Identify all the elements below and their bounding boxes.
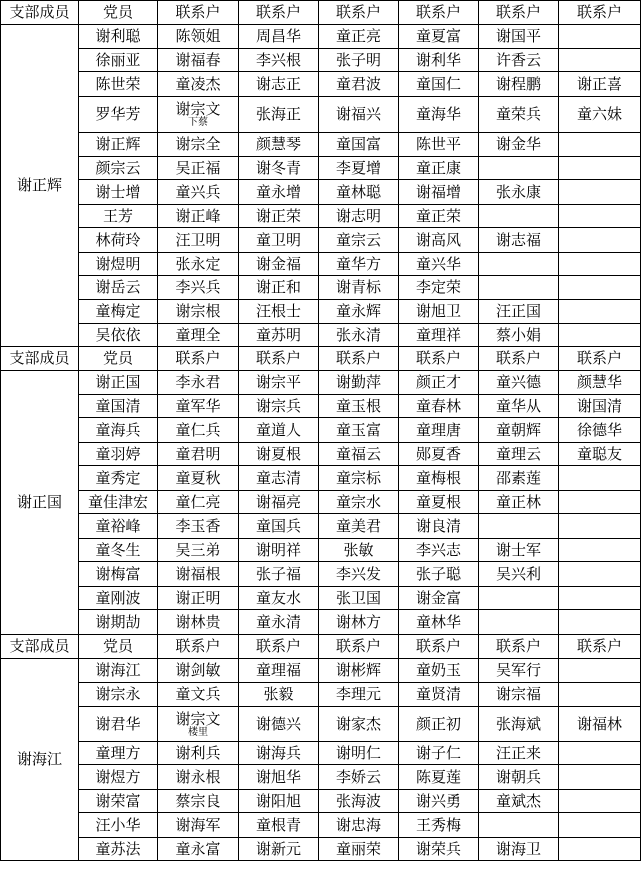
contact-household-cell	[559, 133, 641, 157]
contact-household-cell: 童理全	[158, 324, 239, 347]
header-party-member: 党员	[79, 347, 158, 371]
contact-household-cell: 谢国平	[479, 25, 559, 49]
contact-household-cell: 谢宗兵	[239, 395, 319, 418]
party-member-cell: 谢梅富	[79, 562, 158, 587]
contact-household-cell: 童夏秋	[158, 466, 239, 491]
contact-household-cell	[158, 97, 239, 133]
table-row	[1, 276, 641, 300]
contact-household-cell: 谢福春	[158, 49, 239, 72]
contact-household-cell: 童华方	[319, 253, 399, 276]
contact-household-cell: 谢宗福	[479, 683, 559, 707]
header-contact-household: 联系户	[158, 1, 239, 25]
contact-household-cell	[479, 813, 559, 838]
header-contact-household: 联系户	[158, 635, 239, 659]
table-row	[1, 228, 641, 253]
contact-household-cell: 谢家杰	[319, 707, 399, 742]
header-contact-household: 联系户	[559, 635, 641, 659]
contact-household-cell: 童凌杰	[158, 72, 239, 97]
contact-household-cell: 李兴发	[319, 562, 399, 587]
contact-household-cell	[559, 25, 641, 49]
header-contact-household: 联系户	[559, 1, 641, 25]
contact-household-cell: 张海波	[319, 790, 399, 813]
contact-household-cell	[559, 610, 641, 635]
contact-household-cell: 童兴华	[399, 253, 479, 276]
contact-household-cell: 童贤清	[399, 683, 479, 707]
table-row	[1, 395, 641, 418]
contact-household-cell: 谢子仁	[399, 742, 479, 765]
contact-household-cell: 陈领姐	[158, 25, 239, 49]
contact-household-cell	[559, 813, 641, 838]
branch-leader-cell: 谢正国	[1, 371, 79, 635]
party-member-cell: 谢正国	[79, 371, 158, 395]
contact-household-cell: 张海正	[239, 97, 319, 133]
contact-household-cell: 童志清	[239, 466, 319, 491]
contact-household-cell: 李兴兵	[158, 276, 239, 300]
contact-household-cell: 李兴根	[239, 49, 319, 72]
party-member-cell: 谢期劼	[79, 610, 158, 635]
contact-household-cell: 吴兴利	[479, 562, 559, 587]
contact-household-cell: 童军华	[158, 395, 239, 418]
contact-household-cell	[559, 539, 641, 562]
contact-household-cell: 徐德华	[559, 418, 641, 443]
party-member-cell: 谢君华	[79, 707, 158, 742]
party-member-cell: 谢士增	[79, 180, 158, 205]
contact-household-cell: 吴正福	[158, 157, 239, 180]
table-row	[1, 813, 641, 838]
contact-household-cell: 王秀梅	[399, 813, 479, 838]
contact-household-cell	[479, 253, 559, 276]
header-contact-household: 联系户	[479, 347, 559, 371]
branch-leader-cell: 谢海江	[1, 659, 79, 861]
contact-household-cell: 谢福兴	[319, 97, 399, 133]
party-member-cell: 谢煜方	[79, 765, 158, 790]
contact-household-cell: 谢旭华	[239, 765, 319, 790]
contact-household-cell: 童聪友	[559, 443, 641, 466]
party-member-cell: 吴依依	[79, 324, 158, 347]
contact-household-cell	[559, 228, 641, 253]
header-contact-household: 联系户	[239, 347, 319, 371]
contact-household-cell: 童海华	[399, 97, 479, 133]
header-party-member: 党员	[79, 635, 158, 659]
party-member-cell: 林荷玲	[79, 228, 158, 253]
contact-household-cell: 颜正才	[399, 371, 479, 395]
contact-household-cell: 童正林	[479, 491, 559, 514]
contact-household-cell	[559, 562, 641, 587]
contact-household-cell: 谢海军	[158, 813, 239, 838]
header-contact-household: 联系户	[319, 635, 399, 659]
header-contact-household: 联系户	[319, 1, 399, 25]
contact-household-cell: 谢利兵	[158, 742, 239, 765]
contact-household-cell: 童六妹	[559, 97, 641, 133]
contact-household-cell: 张敏	[319, 539, 399, 562]
party-member-cell: 童佳津宏	[79, 491, 158, 514]
contact-household-cell: 张永定	[158, 253, 239, 276]
contact-household-cell: 谢永根	[158, 765, 239, 790]
contact-household-cell: 谢士军	[479, 539, 559, 562]
contact-household-cell: 谢正和	[239, 276, 319, 300]
contact-household-cell: 童福云	[319, 443, 399, 466]
contact-household-cell: 谢金富	[399, 587, 479, 610]
table-row	[1, 418, 641, 443]
section-header-row	[1, 635, 641, 659]
contact-household-cell: 张永清	[319, 324, 399, 347]
contact-household-cell: 谢荣兵	[399, 838, 479, 861]
contact-household-cell: 童理唐	[399, 418, 479, 443]
party-member-cell: 谢岳云	[79, 276, 158, 300]
contact-household-cell: 童玉根	[319, 395, 399, 418]
contact-household-cell: 童道人	[239, 418, 319, 443]
contact-household-cell: 谢朝兵	[479, 765, 559, 790]
contact-household-cell: 童理祥	[399, 324, 479, 347]
contact-household-cell: 谢正峰	[158, 205, 239, 228]
contact-household-cell: 童兴德	[479, 371, 559, 395]
contact-household-cell: 谢正喜	[559, 72, 641, 97]
contact-household-cell: 童国仁	[399, 72, 479, 97]
header-contact-household: 联系户	[239, 1, 319, 25]
contact-household-cell: 谢福亮	[239, 491, 319, 514]
party-member-cell: 王芳	[79, 205, 158, 228]
contact-household-cell: 颜正初	[399, 707, 479, 742]
contact-household-cell: 汪正国	[479, 300, 559, 324]
contact-household-cell: 童苏明	[239, 324, 319, 347]
header-contact-household: 联系户	[158, 347, 239, 371]
table-row	[1, 610, 641, 635]
contact-household-cell: 颜慧琴	[239, 133, 319, 157]
header-contact-household: 联系户	[399, 635, 479, 659]
party-member-cell: 罗华芳	[79, 97, 158, 133]
party-member-cell: 童海兵	[79, 418, 158, 443]
contact-household-cell: 谢福增	[399, 180, 479, 205]
contact-household-cell: 谢勤萍	[319, 371, 399, 395]
contact-household-cell: 谢金华	[479, 133, 559, 157]
contact-household-cell: 汪卫明	[158, 228, 239, 253]
contact-household-cell	[559, 838, 641, 861]
contact-household-cell: 童文兵	[158, 683, 239, 707]
party-member-cell: 谢荣富	[79, 790, 158, 813]
header-party-member: 党员	[79, 1, 158, 25]
contact-household-cell	[559, 587, 641, 610]
contact-household-cell	[559, 180, 641, 205]
contact-household-cell: 谢志福	[479, 228, 559, 253]
contact-household-cell: 张子明	[319, 49, 399, 72]
contact-household-cell: 谢良清	[399, 514, 479, 539]
contact-household-cell: 谢青标	[319, 276, 399, 300]
contact-household-cell	[559, 253, 641, 276]
contact-household-cell: 童根青	[239, 813, 319, 838]
party-member-cell: 童苏法	[79, 838, 158, 861]
header-contact-household: 联系户	[479, 635, 559, 659]
contact-household-cell: 谢福根	[158, 562, 239, 587]
contact-household-cell	[559, 49, 641, 72]
contact-household-cell: 童理云	[479, 443, 559, 466]
contact-household-cell: 谢德兴	[239, 707, 319, 742]
contact-household-cell: 汪根士	[239, 300, 319, 324]
header-branch-member: 支部成员	[1, 635, 79, 659]
table-row	[1, 133, 641, 157]
contact-household-cell: 谢海兵	[239, 742, 319, 765]
contact-household-cell: 谢海卫	[479, 838, 559, 861]
table-row	[1, 324, 641, 347]
contact-household-cell: 童永富	[158, 838, 239, 861]
header-contact-household: 联系户	[399, 1, 479, 25]
contact-household-cell: 张永康	[479, 180, 559, 205]
contact-household-cell	[158, 707, 239, 742]
table-row	[1, 742, 641, 765]
contact-household-cell: 谢剑敏	[158, 659, 239, 683]
party-member-cell: 徐丽亚	[79, 49, 158, 72]
party-member-cell: 童裕峰	[79, 514, 158, 539]
roster-body	[1, 1, 641, 861]
table-row	[1, 466, 641, 491]
party-member-cell: 谢利聪	[79, 25, 158, 49]
contact-household-cell: 李玉香	[158, 514, 239, 539]
contact-household-cell: 童丽荣	[319, 838, 399, 861]
contact-household-cell: 谢旭卫	[399, 300, 479, 324]
contact-name: 谢宗文	[175, 709, 221, 728]
contact-household-cell	[559, 742, 641, 765]
contact-household-cell: 童林聪	[319, 180, 399, 205]
section-header-row	[1, 1, 641, 25]
contact-household-cell: 童国兵	[239, 514, 319, 539]
contact-household-cell: 陈夏莲	[399, 765, 479, 790]
contact-household-cell: 童永清	[239, 610, 319, 635]
contact-household-cell: 李兴志	[399, 539, 479, 562]
contact-household-cell: 童春林	[399, 395, 479, 418]
contact-household-cell: 谢彬辉	[319, 659, 399, 683]
contact-household-cell: 蔡小娟	[479, 324, 559, 347]
contact-household-cell: 童兴兵	[158, 180, 239, 205]
party-member-cell: 童理方	[79, 742, 158, 765]
contact-household-cell: 童玉富	[319, 418, 399, 443]
contact-household-cell: 邵素莲	[479, 466, 559, 491]
table-row	[1, 765, 641, 790]
contact-household-cell: 郧夏香	[399, 443, 479, 466]
contact-household-cell: 童正亮	[319, 25, 399, 49]
contact-household-cell: 谢宗全	[158, 133, 239, 157]
party-member-cell: 童冬生	[79, 539, 158, 562]
contact-household-cell: 谢正明	[158, 587, 239, 610]
table-row	[1, 157, 641, 180]
contact-household-cell	[559, 466, 641, 491]
table-row	[1, 49, 641, 72]
contact-household-cell: 李定荣	[399, 276, 479, 300]
contact-household-cell: 童君明	[158, 443, 239, 466]
party-member-cell: 汪小华	[79, 813, 158, 838]
contact-household-cell: 谢高风	[399, 228, 479, 253]
contact-household-cell: 吴三弟	[158, 539, 239, 562]
contact-household-cell: 童仁亮	[158, 491, 239, 514]
contact-household-cell	[559, 324, 641, 347]
contact-household-cell: 谢福林	[559, 707, 641, 742]
contact-household-cell: 童夏富	[399, 25, 479, 49]
table-row	[1, 562, 641, 587]
party-member-cell: 童国清	[79, 395, 158, 418]
contact-household-cell	[479, 514, 559, 539]
contact-household-cell: 童永增	[239, 180, 319, 205]
contact-household-cell: 张卫国	[319, 587, 399, 610]
contact-household-cell: 童国富	[319, 133, 399, 157]
contact-household-cell: 童宗标	[319, 466, 399, 491]
contact-household-cell: 谢金福	[239, 253, 319, 276]
table-row	[1, 587, 641, 610]
table-row	[1, 491, 641, 514]
party-member-cell: 童梅定	[79, 300, 158, 324]
contact-household-cell: 吴军行	[479, 659, 559, 683]
contact-household-cell: 周昌华	[239, 25, 319, 49]
table-row	[1, 205, 641, 228]
table-row	[1, 514, 641, 539]
header-branch-member: 支部成员	[1, 1, 79, 25]
table-row	[1, 659, 641, 683]
contact-household-cell	[479, 610, 559, 635]
contact-household-cell: 童友水	[239, 587, 319, 610]
party-member-cell: 谢海江	[79, 659, 158, 683]
contact-household-cell	[479, 276, 559, 300]
contact-household-cell: 童奶玉	[399, 659, 479, 683]
contact-household-cell: 谢明祥	[239, 539, 319, 562]
contact-location-note: 下蔡	[188, 117, 208, 128]
table-row	[1, 97, 641, 133]
contact-household-cell: 童梅根	[399, 466, 479, 491]
contact-household-cell: 童斌杰	[479, 790, 559, 813]
party-member-cell: 谢正辉	[79, 133, 158, 157]
party-member-cell: 童羽婷	[79, 443, 158, 466]
contact-household-cell: 童宗水	[319, 491, 399, 514]
table-row	[1, 180, 641, 205]
contact-household-cell	[559, 157, 641, 180]
contact-household-cell: 童仁兵	[158, 418, 239, 443]
contact-household-cell: 童永辉	[319, 300, 399, 324]
contact-household-cell: 谢国清	[559, 395, 641, 418]
contact-household-cell: 谢宗平	[239, 371, 319, 395]
contact-household-cell: 张子福	[239, 562, 319, 587]
contact-household-cell: 童宗云	[319, 228, 399, 253]
contact-household-cell: 谢志正	[239, 72, 319, 97]
table-row	[1, 683, 641, 707]
contact-household-cell	[559, 276, 641, 300]
party-member-cell: 颜宗云	[79, 157, 158, 180]
contact-household-cell: 谢林方	[319, 610, 399, 635]
contact-household-cell: 李永君	[158, 371, 239, 395]
branch-leader-cell: 谢正辉	[1, 25, 79, 347]
table-row	[1, 790, 641, 813]
contact-household-cell: 颜慧华	[559, 371, 641, 395]
table-row	[1, 72, 641, 97]
header-branch-member: 支部成员	[1, 347, 79, 371]
contact-household-cell: 谢阳旭	[239, 790, 319, 813]
table-row	[1, 707, 641, 742]
contact-household-cell: 谢新元	[239, 838, 319, 861]
contact-household-cell: 谢忠海	[319, 813, 399, 838]
table-row	[1, 838, 641, 861]
contact-household-cell	[559, 300, 641, 324]
contact-household-cell: 谢夏根	[239, 443, 319, 466]
contact-household-cell	[479, 205, 559, 228]
contact-household-cell: 蔡宗良	[158, 790, 239, 813]
header-contact-household: 联系户	[319, 347, 399, 371]
header-contact-household: 联系户	[399, 347, 479, 371]
contact-household-cell: 谢程鹏	[479, 72, 559, 97]
contact-household-cell: 谢明仁	[319, 742, 399, 765]
table-row	[1, 443, 641, 466]
contact-household-cell: 李理元	[319, 683, 399, 707]
contact-household-cell: 谢林贵	[158, 610, 239, 635]
party-member-cell: 童刚波	[79, 587, 158, 610]
contact-household-cell: 谢冬青	[239, 157, 319, 180]
contact-household-cell: 汪正来	[479, 742, 559, 765]
contact-household-cell: 童正荣	[399, 205, 479, 228]
party-member-cell: 谢宗永	[79, 683, 158, 707]
contact-household-cell: 童正康	[399, 157, 479, 180]
contact-household-cell	[559, 491, 641, 514]
contact-household-cell: 童君波	[319, 72, 399, 97]
contact-household-cell: 张海斌	[479, 707, 559, 742]
contact-household-cell: 李夏增	[319, 157, 399, 180]
contact-household-cell: 童美君	[319, 514, 399, 539]
contact-household-cell	[559, 205, 641, 228]
contact-household-cell: 许香云	[479, 49, 559, 72]
contact-name: 谢宗文	[175, 100, 221, 118]
header-contact-household: 联系户	[239, 635, 319, 659]
contact-household-cell: 童朝辉	[479, 418, 559, 443]
table-row	[1, 539, 641, 562]
contact-household-cell: 张子聪	[399, 562, 479, 587]
table-row	[1, 25, 641, 49]
contact-household-cell	[559, 765, 641, 790]
party-member-cell: 陈世荣	[79, 72, 158, 97]
header-contact-household: 联系户	[559, 347, 641, 371]
contact-household-cell: 谢兴勇	[399, 790, 479, 813]
table-row	[1, 300, 641, 324]
contact-household-cell	[559, 514, 641, 539]
contact-household-cell: 童荣兵	[479, 97, 559, 133]
party-member-cell: 谢煜明	[79, 253, 158, 276]
contact-household-cell: 谢志明	[319, 205, 399, 228]
contact-household-cell	[479, 157, 559, 180]
contact-household-cell: 童卫明	[239, 228, 319, 253]
header-contact-household: 联系户	[479, 1, 559, 25]
contact-household-cell: 张毅	[239, 683, 319, 707]
contact-household-cell	[479, 587, 559, 610]
contact-household-cell	[559, 790, 641, 813]
table-row	[1, 253, 641, 276]
contact-household-cell: 童理福	[239, 659, 319, 683]
contact-household-cell: 童华从	[479, 395, 559, 418]
section-header-row	[1, 347, 641, 371]
party-member-cell: 童秀定	[79, 466, 158, 491]
contact-household-cell: 谢正荣	[239, 205, 319, 228]
contact-household-cell: 谢利华	[399, 49, 479, 72]
contact-household-cell: 童夏根	[399, 491, 479, 514]
contact-household-cell: 李娇云	[319, 765, 399, 790]
contact-household-cell: 童林华	[399, 610, 479, 635]
contact-household-cell	[559, 659, 641, 683]
contact-household-cell: 谢宗根	[158, 300, 239, 324]
contact-household-cell: 陈世平	[399, 133, 479, 157]
contact-household-cell	[559, 683, 641, 707]
table-row	[1, 371, 641, 395]
contact-location-note: 楼里	[188, 726, 208, 738]
